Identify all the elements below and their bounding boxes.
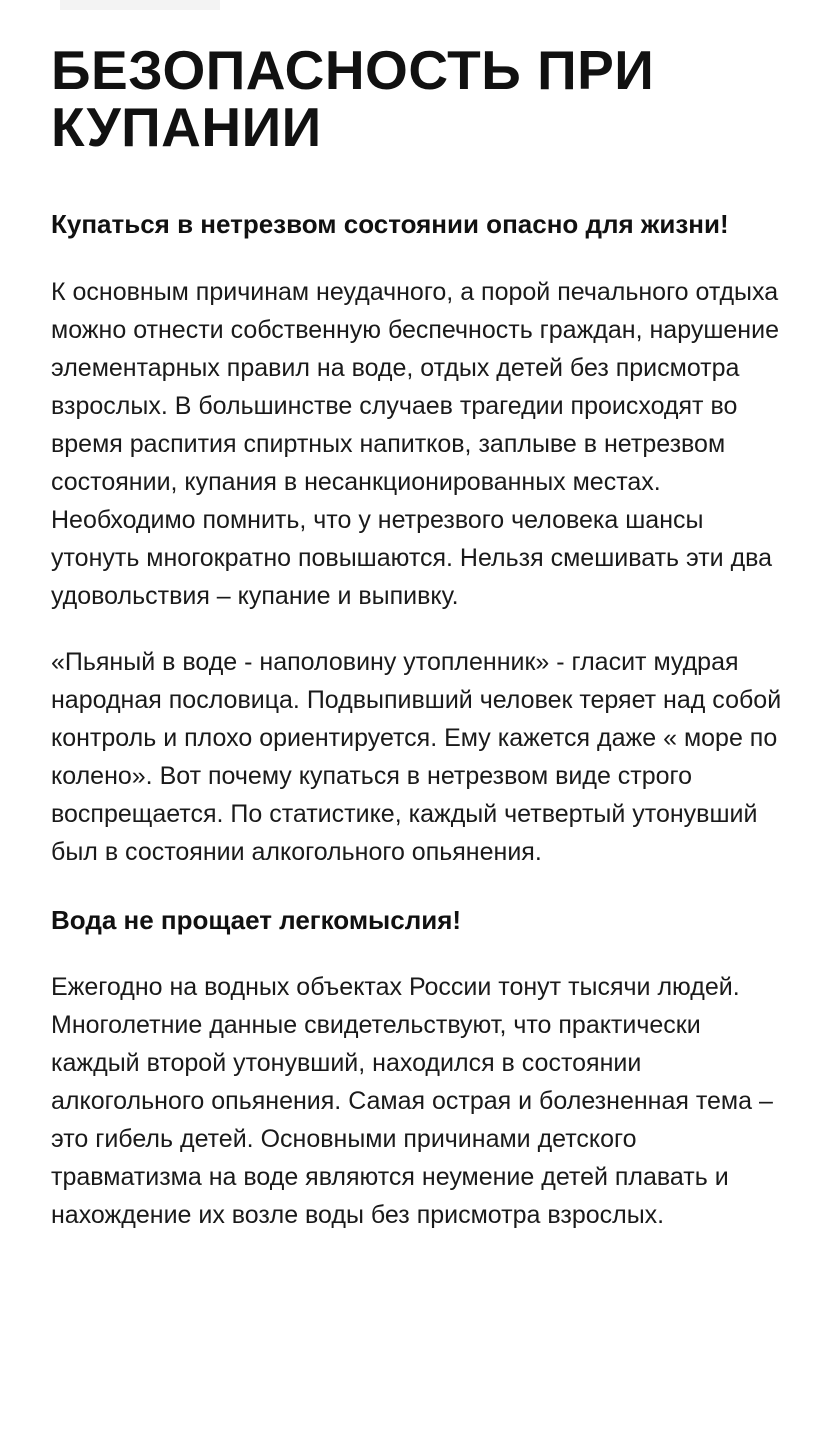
paragraph-proverb: «Пьяный в воде - наполовину утопленник» - гласит мудрая народная пословица. Подвыпивший человек теряет над собой контроль и плохо ориентируется. Ему кажется даже « море по колено». Вот почему купаться в нетрезвом виде строго воспрещается. По статистике, каждый четвертый утонувший был в состоянии алкогольного опьянения. <box>51 648 782 866</box>
subheading-water-warning: Вода не прощает легкомыслия! <box>51 905 462 935</box>
article <box>51 39 791 1234</box>
page-title: БЕЗОПАСНОСТЬ ПРИ КУПАНИИ <box>51 39 655 158</box>
paragraph-statistics: Ежегодно на водных объектах России тонут тысячи людей. Многолетние данные свидетельствуют, что практически каждый второй утонувший, находился в состоянии алкогольного опьянения. Самая острая и болезненная тема – это гибель детей. Основными причинами детского травматизма на воде являются неумение детей плавать и нахождение их возле воды без присмотра взрослых. <box>51 973 773 1229</box>
paragraph-causes: К основным причинам неудачного, а порой печального отдыха можно отнести собственную беспечность граждан, нарушение элементарных правил на воде, отдых детей без присмотра взрослых. В большинстве случаев трагедии происходят во время распития спиртных напитков, заплыве в нетрезвом состоянии, купания в несанкционированных местах. Необходимо помнить, что у нетрезвого человека шансы утонуть многократно повышаются. Нельзя смешивать эти два удовольствия – купание и выпивку. <box>51 278 779 610</box>
subheading-drunk-swimming: Купаться в нетрезвом состоянии опасно для жизни! <box>51 209 729 239</box>
top-edge-fragment <box>60 0 220 10</box>
